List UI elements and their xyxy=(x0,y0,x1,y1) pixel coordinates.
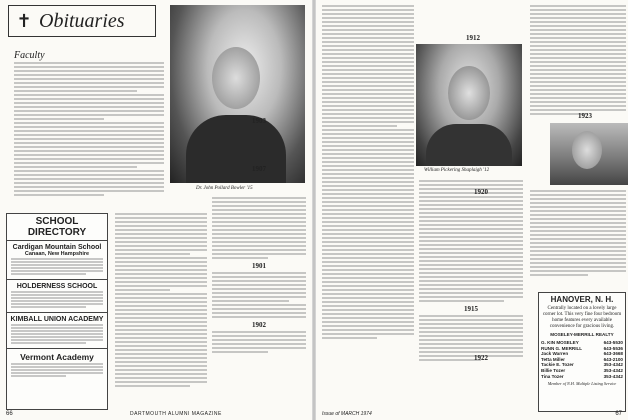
faculty-heading: Faculty xyxy=(14,50,45,61)
portrait-photo xyxy=(170,5,305,183)
roster-row: Tina Tozer 353-4342 xyxy=(541,373,623,379)
page-number: 66 xyxy=(6,411,13,417)
cross-icon: ✝ xyxy=(16,10,32,31)
portrait-photo xyxy=(550,123,628,185)
ad-roster xyxy=(541,340,623,379)
class-year: 1903 xyxy=(252,117,266,125)
page-number: 67 xyxy=(615,411,622,417)
ad-firm: MOSELEY-MERRILL REALTY xyxy=(550,332,614,337)
obituary-text-col2 xyxy=(115,213,207,389)
page-footer: Issue of MARCH 1974 xyxy=(322,411,372,417)
class-year: 1922 xyxy=(474,354,488,362)
ad-member-note: Member of N.H. Multiple Listing Service xyxy=(547,381,617,387)
school-directory xyxy=(6,213,108,410)
class-year: 1912 xyxy=(466,34,480,42)
class-year: 1901 xyxy=(252,262,266,270)
obituary-text-rc1 xyxy=(322,5,414,341)
roster-row: Tetta Miller 643-2100 xyxy=(541,356,623,362)
portrait-photo xyxy=(416,44,522,166)
class-year: 1923 xyxy=(578,112,592,120)
section-title: Obituaries xyxy=(39,9,125,32)
obituary-text-rc3 xyxy=(530,5,626,117)
real-estate-ad xyxy=(538,292,626,412)
school-name: HOLDERNESS SCHOOL xyxy=(16,283,98,290)
roster-row: RUNN G. MERRILL 643-5536 xyxy=(541,345,623,351)
school-directory-title: SCHOOL DIRECTORY xyxy=(7,214,107,241)
roster-row: Billie Tozer 353-4342 xyxy=(541,367,623,373)
class-year: 1915 xyxy=(464,305,478,313)
school-name: KIMBALL UNION ACADEMY xyxy=(10,316,104,323)
photo-caption: Dr. John Pollard Bowler '15 xyxy=(196,186,253,191)
right-page xyxy=(316,0,628,420)
faculty-text xyxy=(14,62,164,198)
class-year: 1907 xyxy=(252,165,266,173)
ad-body: Centrally located on a lovely large corner lot. This very fine four bedroom home features every available convenience for gracious living. xyxy=(542,306,622,329)
obituary-text-col3 xyxy=(212,197,306,355)
obituary-text-rc3b xyxy=(530,190,626,278)
class-year: 1920 xyxy=(474,188,488,196)
photo-caption: William Pickering Shaplaigh '12 xyxy=(424,168,490,173)
school-location: Canaan, New Hampshire xyxy=(24,251,90,257)
school-name: Cardigan Mountain School xyxy=(12,244,102,251)
roster-row: Jack Warren 643-3668 xyxy=(541,351,623,357)
class-year: 1902 xyxy=(252,321,266,329)
school-name: Vermont Academy xyxy=(20,352,94,362)
left-page xyxy=(0,0,312,420)
page-footer: DARTMOUTH ALUMNI MAGAZINE xyxy=(130,411,222,417)
obituary-text-rc2 xyxy=(419,180,523,363)
obituaries-header xyxy=(8,5,156,37)
roster-row: Tackie E. Tozer 353-4342 xyxy=(541,362,623,368)
roster-row: G. KIN MOSELEY 643-5530 xyxy=(541,340,623,345)
ad-title: HANOVER, N. H. xyxy=(550,295,614,304)
